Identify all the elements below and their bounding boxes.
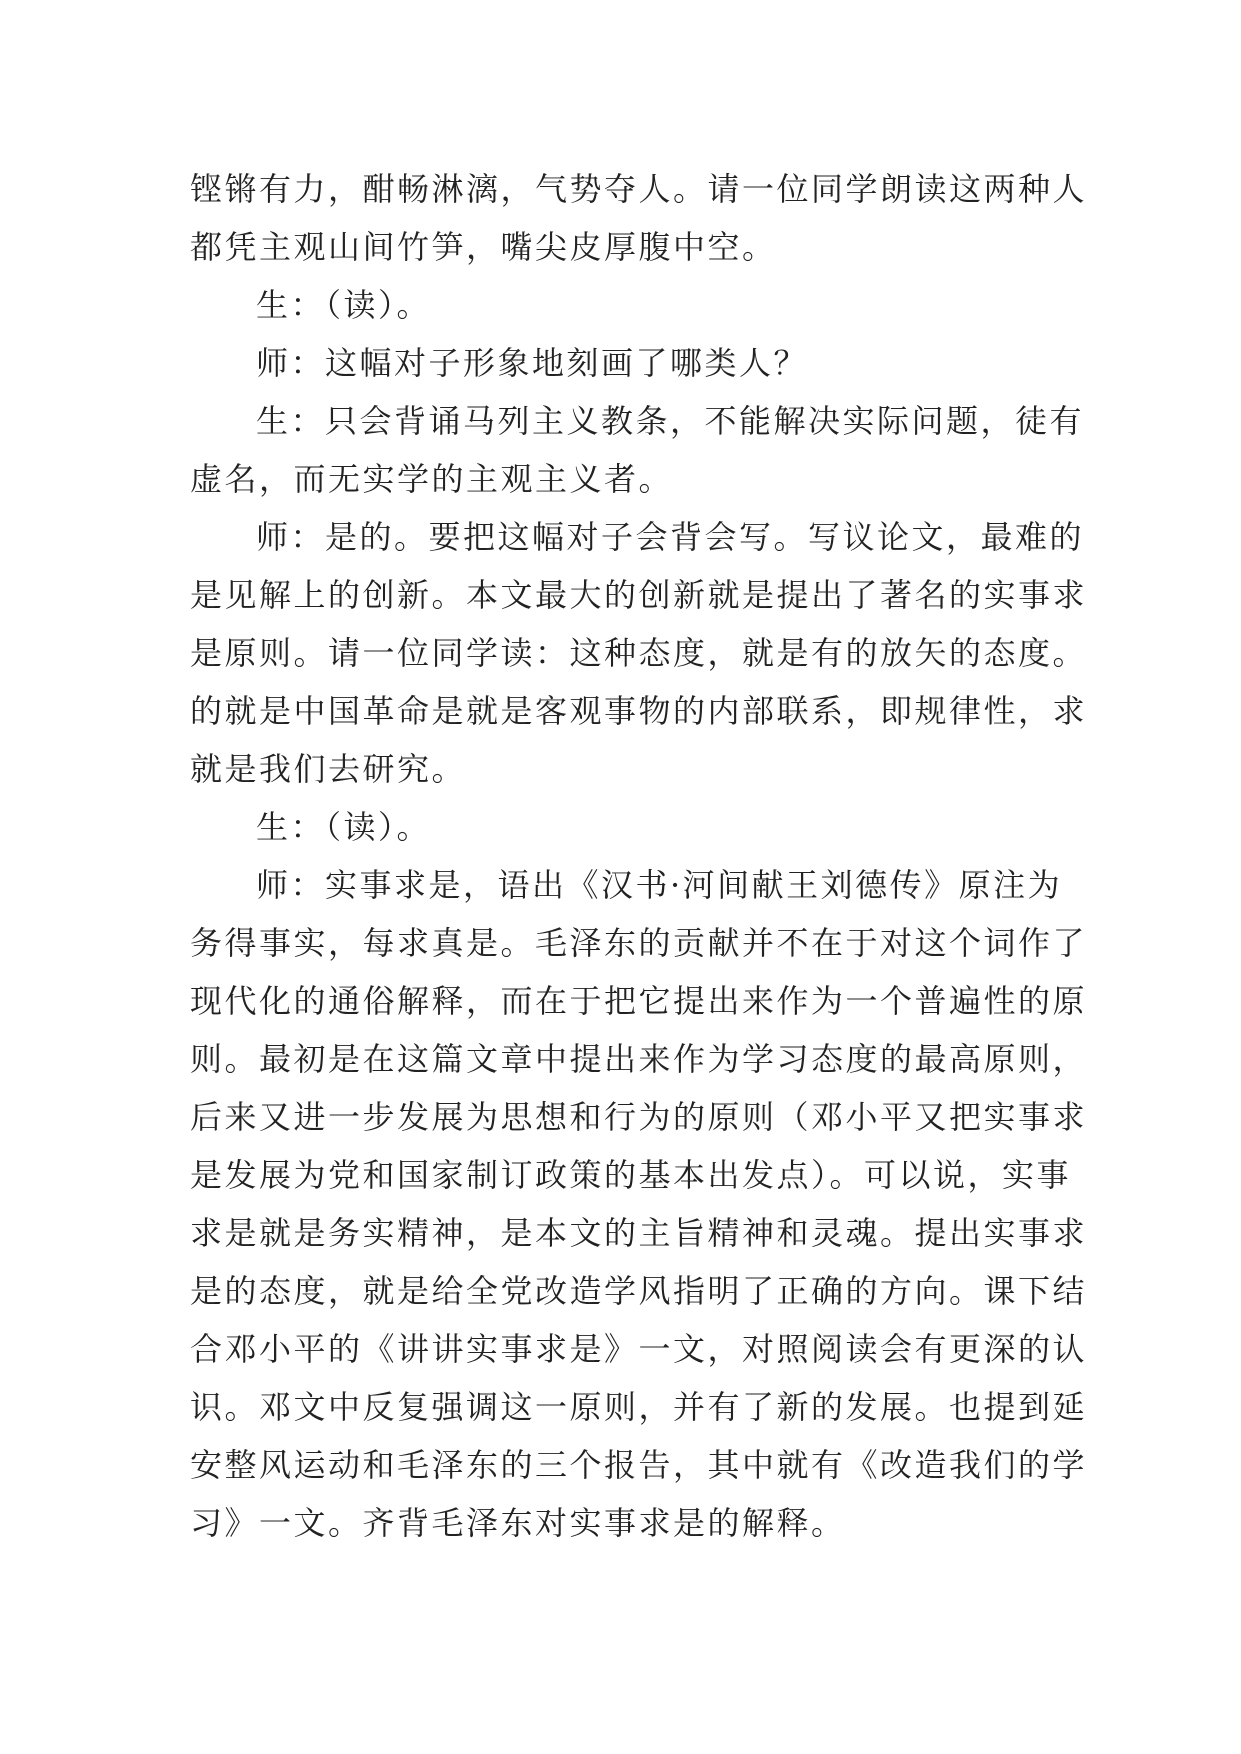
text-line: 务得事实，每求真是。毛泽东的贡献并不在于对这个词作了 — [190, 924, 1088, 962]
text-line: 是见解上的创新。本文最大的创新就是提出了著名的实事求 — [190, 576, 1088, 614]
text-line: 虚名，而无实学的主观主义者。 — [190, 460, 674, 498]
text-line: 铿锵有力，酣畅淋漓，气势夺人。请一位同学朗读这两种人 — [190, 170, 1088, 208]
text-line: 是发展为党和国家制订政策的基本出发点）。可以说，实事 — [190, 1156, 1072, 1194]
text-line: 的就是中国革命是就是客观事物的内部联系，即规律性，求 — [190, 692, 1088, 730]
text-line: 是的态度，就是给全党改造学风指明了正确的方向。课下结 — [190, 1272, 1088, 1310]
text-line: 生：（读）。 — [256, 286, 432, 324]
text-line: 生：（读）。 — [256, 808, 432, 846]
text-line: 后来又进一步发展为思想和行为的原则（邓小平又把实事求 — [190, 1098, 1088, 1136]
text-line: 师：实事求是，语出《汉书·河间献王刘德传》原注为 — [256, 866, 1063, 904]
document-body — [190, 160, 1088, 1552]
text-line: 是原则。请一位同学读：这种态度，就是有的放矢的态度。 — [190, 634, 1088, 672]
text-line: 求是就是务实精神，是本文的主旨精神和灵魂。提出实事求 — [190, 1214, 1088, 1252]
text-line: 则。最初是在这篇文章中提出来作为学习态度的最高原则， — [190, 1040, 1088, 1078]
text-line: 师：是的。要把这幅对子会背会写。写议论文，最难的 — [256, 518, 1085, 556]
text-line: 现代化的通俗解释，而在于把它提出来作为一个普遍性的原 — [190, 982, 1088, 1020]
text-line: 合邓小平的《讲讲实事求是》一文，对照阅读会有更深的认 — [190, 1330, 1088, 1368]
text-line: 生：只会背诵马列主义教条，不能解决实际问题，徒有 — [256, 402, 1085, 440]
text-line: 都凭主观山间竹笋，嘴尖皮厚腹中空。 — [190, 228, 777, 266]
text-line: 习》一文。齐背毛泽东对实事求是的解释。 — [190, 1504, 846, 1542]
text-line: 识。邓文中反复强调这一原则，并有了新的发展。也提到延 — [190, 1388, 1088, 1426]
text-line: 师：这幅对子形象地刻画了哪类人？ — [256, 344, 809, 382]
text-line: 就是我们去研究。 — [190, 750, 467, 788]
text-line: 安整风运动和毛泽东的三个报告，其中就有《改造我们的学 — [190, 1446, 1088, 1484]
